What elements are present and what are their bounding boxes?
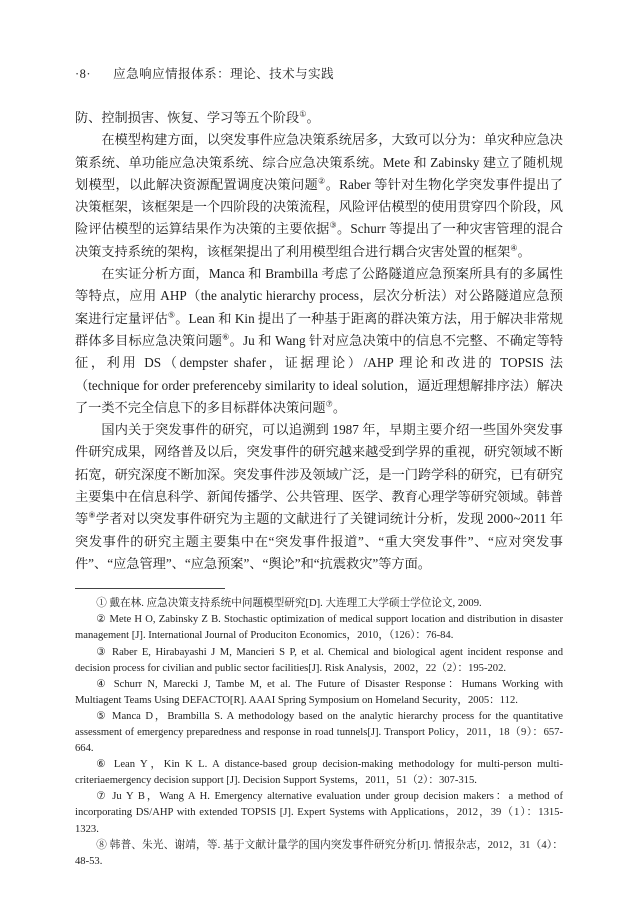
footnote-2: ② Mete H O, Zabinsky Z B. Stochastic optimization of medical support location and distribution in disaster management [J]. International Journal of Produciton Economics，2010，（126）：76-84. <box>75 614 563 642</box>
footnote-3: ③ Raber E, Hirabayashi J M, Mancieri S P, et al. Chemical and biological agent incident response and decision process for civilian and public sector facilities[J]. Risk Analysis，2002，22（2）：195-202. <box>75 646 563 674</box>
footnote-6: ⑥ Lean Y，Kin K L. A distance-based group decision-making methodology for multi-person multi-criteriaemergency decision support [J]. Decision Support Systems，2011，51（2）：307-315. <box>75 759 563 787</box>
footnote-1: ① 戴在林. 应急决策支持系统中问题模型研究[D]. 大连理工大学硕士学位论文, 2009. <box>96 598 482 610</box>
footnote-5: ⑤ Manca D，Brambilla S. A methodology based on the analytic hierarchy process for the quantitative assessment of emergency preparedness and response in road tunnels[J]. Transport Policy，2011，18（9）：657-664. <box>75 710 563 755</box>
running-title: 应急响应情报体系：理论、技术与实践 <box>113 67 335 81</box>
footnotes-section <box>75 596 563 870</box>
page-number: ·8· <box>75 67 92 81</box>
footnote-8: ⑧ 韩普、朱光、谢靖，等. 基于文献计量学的国内突发事件研究分析[J]. 情报杂志，2012，31（4）：48-53. <box>75 839 563 867</box>
footnote-7: ⑦ Ju Y B，Wang A H. Emergency alternative evaluation under group decision makers：a method of incorporating DS/AHP with extended TOPSIS [J]. Expert Systems with Applications，2012，39（1）：1315-1323. <box>75 791 563 835</box>
paragraph-3: 在实证分析方面，Manca 和 Brambilla 考虑了公路隧道应急预案所具有的多属性等特点，应用 AHP（the analytic hierarchy process，层次分析法）对公路隧道应急预案进行定量评估⑤。Lean 和 Kin 提出了一种基于距离的群决策方法，用于解决非常规群体多目标应急决策问题⑥。Ju 和 Wang 针对应急决策中的信息不完整、不确定等特征，利用 DS（dempster shafer，证据理论）/AHP 理论和改进的 TOPSIS 法（technique for order preferenceby similarity to ideal solution，逼近理想解排序法）解决了一类不完全信息下的多目标群体决策问题⑦。 <box>75 266 564 415</box>
page-header <box>75 64 563 82</box>
footnote-divider <box>75 588 225 589</box>
paragraph-1: 防、控制损害、恢复、学习等五个阶段①。 <box>75 109 320 125</box>
body-text <box>75 107 563 575</box>
paragraph-4: 国内关于突发事件的研究，可以追溯到 1987 年，早期主要介绍一些国外突发事件研究成果，网络普及以后，突发事件的研究越来越受到学界的重视，研究领域不断拓宽，研究深度不断加深。突发事件涉及领域广泛，是一门跨学科的研究，已有研究主要集中在信息科学、新闻传播学、公共管理、医学、教育心理学等研究领域。韩普等⑧学者对以突发事件研究为主题的文献进行了关键词统计分析，发现 2000~2011 年突发事件的研究主题主要集中在“突发事件报道”、“重大突发事件”、“应对突发事件”、“应急管理”、“应急预案”、“舆论”和“抗震救灾”等方面。 <box>75 422 564 571</box>
footnote-4: ④ Schurr N, Marecki J, Tambe M, et al. The Future of Disaster Response：Humans Working with Multiagent Teams Using DEFACTO[R]. AAAI Spring Symposium on Homeland Security，2005：112. <box>75 678 563 706</box>
paragraph-2: 在模型构建方面，以突发事件应急决策系统居多，大致可以分为：单灾种应急决策系统、单功能应急决策系统、综合应急决策系统。Mete 和 Zabinsky 建立了随机规划模型，以此解决资源配置调度决策问题②。Raber 等针对生物化学突发事件提出了决策框架，该框架是一个四阶段的决策流程，风险评估模型的使用贯穿四个阶段，风险评估模型的运算结果作为决策的主要依据③。Schurr 等提出了一种灾害管理的混合决策支持系统的架构，该框架提出了利用模型组合进行耦合灾害处置的框架④。 <box>75 132 563 259</box>
